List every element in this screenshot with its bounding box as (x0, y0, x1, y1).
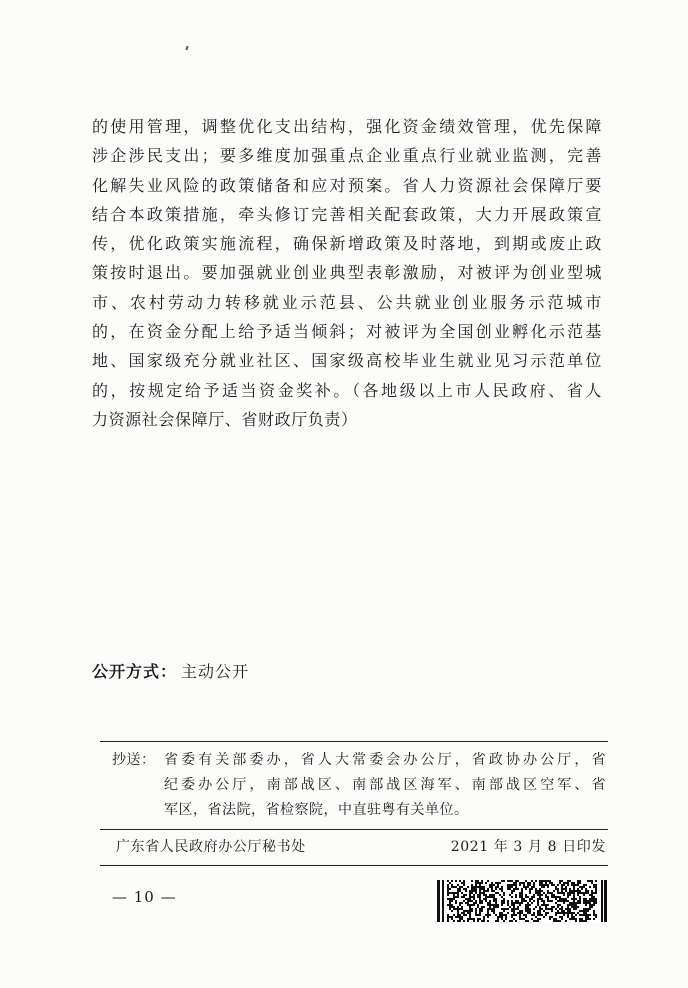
body-line: 力资源社会保障厅、省财政厅负责） (92, 409, 358, 429)
body-line: 地、国家级充分就业社区、国家级高校毕业生就业见习示范单位 (92, 351, 602, 371)
cc-section (112, 748, 606, 823)
body-line: 市、农村劳动力转移就业示范县、公共就业创业服务示范城市 (92, 292, 602, 312)
issuer-bottom-rule (100, 865, 608, 866)
body-line: 结合本政策措施，牵头修订完善相关配套政策，大力开展政策宣 (92, 204, 602, 224)
disclosure-value: 主动公开 (181, 662, 250, 681)
cc-top-rule (100, 741, 608, 742)
body-line: 的使用管理，调整优化支出结构，强化资金绩效管理，优先保障 (92, 117, 602, 136)
scan-speck (185, 46, 188, 50)
issue-date: 2021 年 3 月 8 日印发 (450, 839, 606, 855)
barcode-icon (437, 880, 607, 922)
body-line: 化解失业风险的政策储备和应对预案。省人力资源社会保障厅要 (92, 175, 602, 195)
issuer-top-rule (100, 829, 608, 830)
cc-line: 纪委办公厅，南部战区、南部战区海军、南部战区空军、省 (164, 777, 606, 793)
disclosure-method (92, 660, 249, 684)
issuer-line (116, 836, 606, 858)
body-line: 涉企涉民支出；要多维度加强重点企业重点行业就业监测，完善 (92, 146, 602, 166)
disclosure-label: 公开方式： (92, 662, 178, 681)
body-line: 的，按规定给予适当资金奖补。（各地级以上市人民政府、省人 (92, 380, 602, 400)
page-number: — 10 — (112, 888, 177, 906)
issuer-office: 广东省人民政府办公厅秘书处 (116, 839, 306, 855)
cc-line: 军区，省法院，省检察院，中直驻粤有关单位。 (164, 802, 469, 818)
body-line: 的，在资金分配上给予适当倾斜；对被评为全国创业孵化示范基 (92, 322, 602, 342)
cc-line: 省委有关部委办，省人大常委会办公厅，省政协办公厅，省 (164, 752, 606, 768)
body-line: 传，优化政策实施流程，确保新增政策及时落地，到期或废止政 (92, 234, 602, 254)
body-paragraph (92, 112, 602, 434)
cc-label: 抄送： (112, 752, 156, 768)
body-line: 策按时退出。要加强就业创业典型表彰激励，对被评为创业型城 (92, 263, 602, 283)
